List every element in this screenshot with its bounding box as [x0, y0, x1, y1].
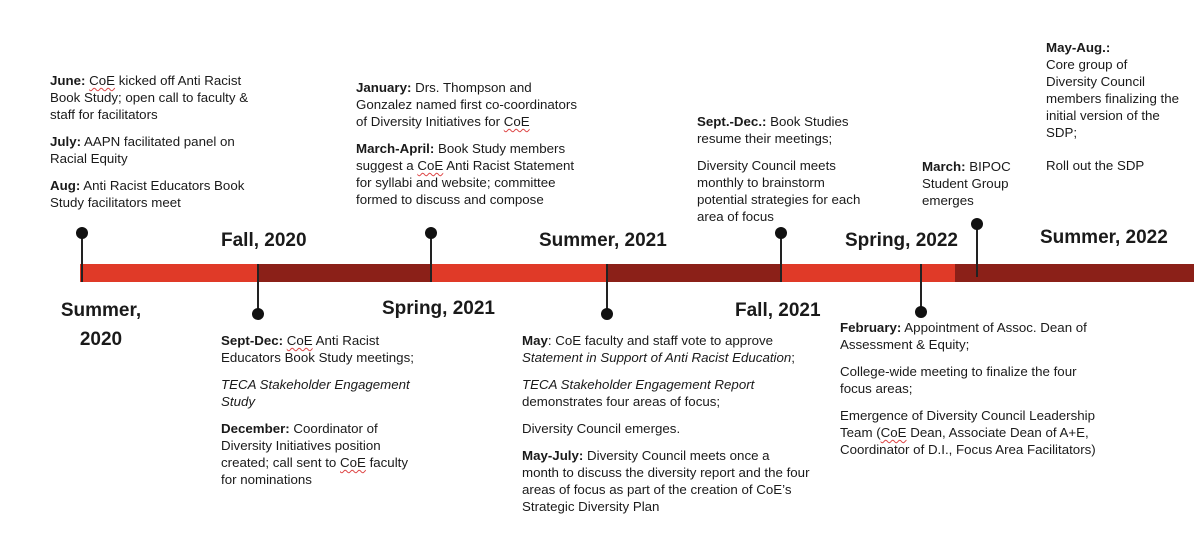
timeline-segment-fall-2020	[257, 264, 431, 282]
note-sept-dec-2021-label: Sept.-Dec.:	[697, 114, 767, 129]
timeline-segment-spring-2021	[431, 264, 607, 282]
marker-dot-fall-2020	[252, 308, 264, 320]
note-may-july-text: Diversity Council meets once a month to discuss the diversity report and the four areas of focus as part of the creation of CoE’s Strategic Diversity Plan	[522, 448, 810, 514]
note-sept-dec-2021-text: Book Studies resume their meetings;	[697, 114, 849, 146]
note-fall-2020	[221, 332, 426, 498]
note-may-label: May	[522, 333, 548, 348]
note-may-aug-text: Core group of Diversity Council members finalizing the initial version of the SDP;	[1046, 57, 1180, 140]
marker-line-summer-2021	[606, 264, 608, 314]
marker-dot-march-2022	[971, 218, 983, 230]
note-council-emerges: Diversity Council emerges.	[522, 421, 681, 436]
note-may-july-label: May-July:	[522, 448, 584, 463]
note-june-text: kicked off Anti Racist Book Study; open call to faculty & staff for facilitators	[50, 73, 249, 122]
timeline-segment-summer-2022	[955, 264, 1194, 282]
marker-dot-spring-2022	[915, 306, 927, 318]
note-february-label: February:	[840, 320, 902, 335]
note-sept-dec-coe: CoE	[286, 333, 313, 348]
note-june-label: June:	[50, 73, 86, 88]
note-may-end: ;	[791, 350, 795, 365]
note-december-coe: CoE	[340, 455, 366, 470]
marker-line-spring-2022	[920, 264, 922, 312]
note-college-meeting: College-wide meeting to finalize the four focus areas;	[840, 364, 1077, 396]
note-july-label: July:	[50, 134, 82, 149]
note-december-text2: faculty for nominations	[221, 455, 408, 487]
marker-line-fall-2020	[257, 264, 259, 314]
note-teca-study: TECA Stakeholder Engagement Study	[221, 377, 410, 409]
note-teca-report-text: demonstrates four areas of focus;	[522, 394, 721, 409]
note-teca-report: TECA Stakeholder Engagement Report	[522, 377, 755, 392]
period-label-spring-2021: Spring, 2021	[382, 298, 495, 319]
note-aug-text: Anti Racist Educators Book Study facilitators meet	[50, 178, 245, 210]
timeline-segment-fall-2021	[782, 264, 921, 282]
note-march-text: BIPOC Student Group emerges	[922, 159, 1011, 208]
note-march-april-text2: Anti Racist Statement for syllabi and website; committee formed to discuss and compose	[356, 158, 575, 207]
marker-line-march-2022	[976, 225, 978, 277]
period-label-fall-2020: Fall, 2020	[221, 230, 307, 251]
note-spring-2021	[356, 79, 591, 218]
timeline-segment-summer-2021	[607, 264, 782, 282]
note-february-text: Appointment of Assoc. Dean of Assessment & Equity;	[840, 320, 1087, 352]
marker-line-fall-2021	[780, 233, 782, 282]
note-june-coe: CoE	[89, 73, 116, 88]
note-emergence-pre: Emergence of Diversity Council Leadership Team (	[840, 408, 1095, 440]
timeline-segment-summer-2020	[80, 264, 257, 282]
note-rollout: Roll out the SDP	[1046, 158, 1145, 173]
marker-line-spring-2021	[430, 233, 432, 282]
marker-dot-summer-2021	[601, 308, 613, 320]
note-may-statement: Statement in Support of Anti Racist Education	[522, 350, 792, 365]
note-march-april-text: Book Study members suggest a	[356, 141, 566, 173]
note-summer-2021	[522, 332, 810, 525]
note-sept-dec-label: Sept-Dec:	[221, 333, 284, 348]
note-january-coe: CoE	[503, 114, 530, 129]
note-march-april-coe: CoE	[417, 158, 444, 173]
period-label-summer-2020: Summer, 2020	[60, 300, 142, 350]
period-label-fall-2021: Fall, 2021	[735, 300, 821, 321]
note-march-label: March:	[922, 159, 966, 174]
marker-dot-summer-2020	[76, 227, 88, 239]
note-january-text: Drs. Thompson and Gonzalez named first co-coordinators of Diversity Initiatives for	[356, 80, 577, 129]
note-december-text: Coordinator of Diversity Initiatives position created; call sent to	[221, 421, 381, 470]
note-council-meets: Diversity Council meets monthly to brainstorm potential strategies for each area of focus	[697, 158, 861, 224]
period-label-spring-2022: Spring, 2022	[845, 230, 958, 251]
note-aug-label: Aug:	[50, 178, 81, 193]
marker-line-summer-2020	[81, 233, 83, 282]
note-january-label: January:	[356, 80, 412, 95]
note-summer-2022	[1046, 39, 1181, 184]
note-december-label: December:	[221, 421, 290, 436]
note-july-text: AAPN facilitated panel on Racial Equity	[50, 134, 235, 166]
note-spring-2022	[840, 319, 1102, 468]
period-label-summer-2022: Summer, 2022	[1040, 227, 1168, 248]
note-may-text: : CoE faculty and staff vote to approve	[547, 333, 774, 348]
timeline-segment-spring-2022	[921, 264, 955, 282]
note-sept-dec-text: Anti Racist Educators Book Study meetings;	[221, 333, 414, 365]
note-may-aug-label: May-Aug.:	[1046, 40, 1111, 55]
note-fall-2021	[697, 113, 867, 235]
note-summer-2020	[50, 72, 265, 221]
note-march-april-label: March-April:	[356, 141, 435, 156]
note-march-2022	[922, 158, 1022, 219]
note-emergence-text: Dean, Associate Dean of A+E, Coordinator of D.I., Focus Area Facilitators)	[840, 425, 1096, 457]
period-label-summer-2021: Summer, 2021	[539, 230, 667, 251]
note-emergence-coe: CoE	[880, 425, 907, 440]
marker-dot-spring-2021	[425, 227, 437, 239]
